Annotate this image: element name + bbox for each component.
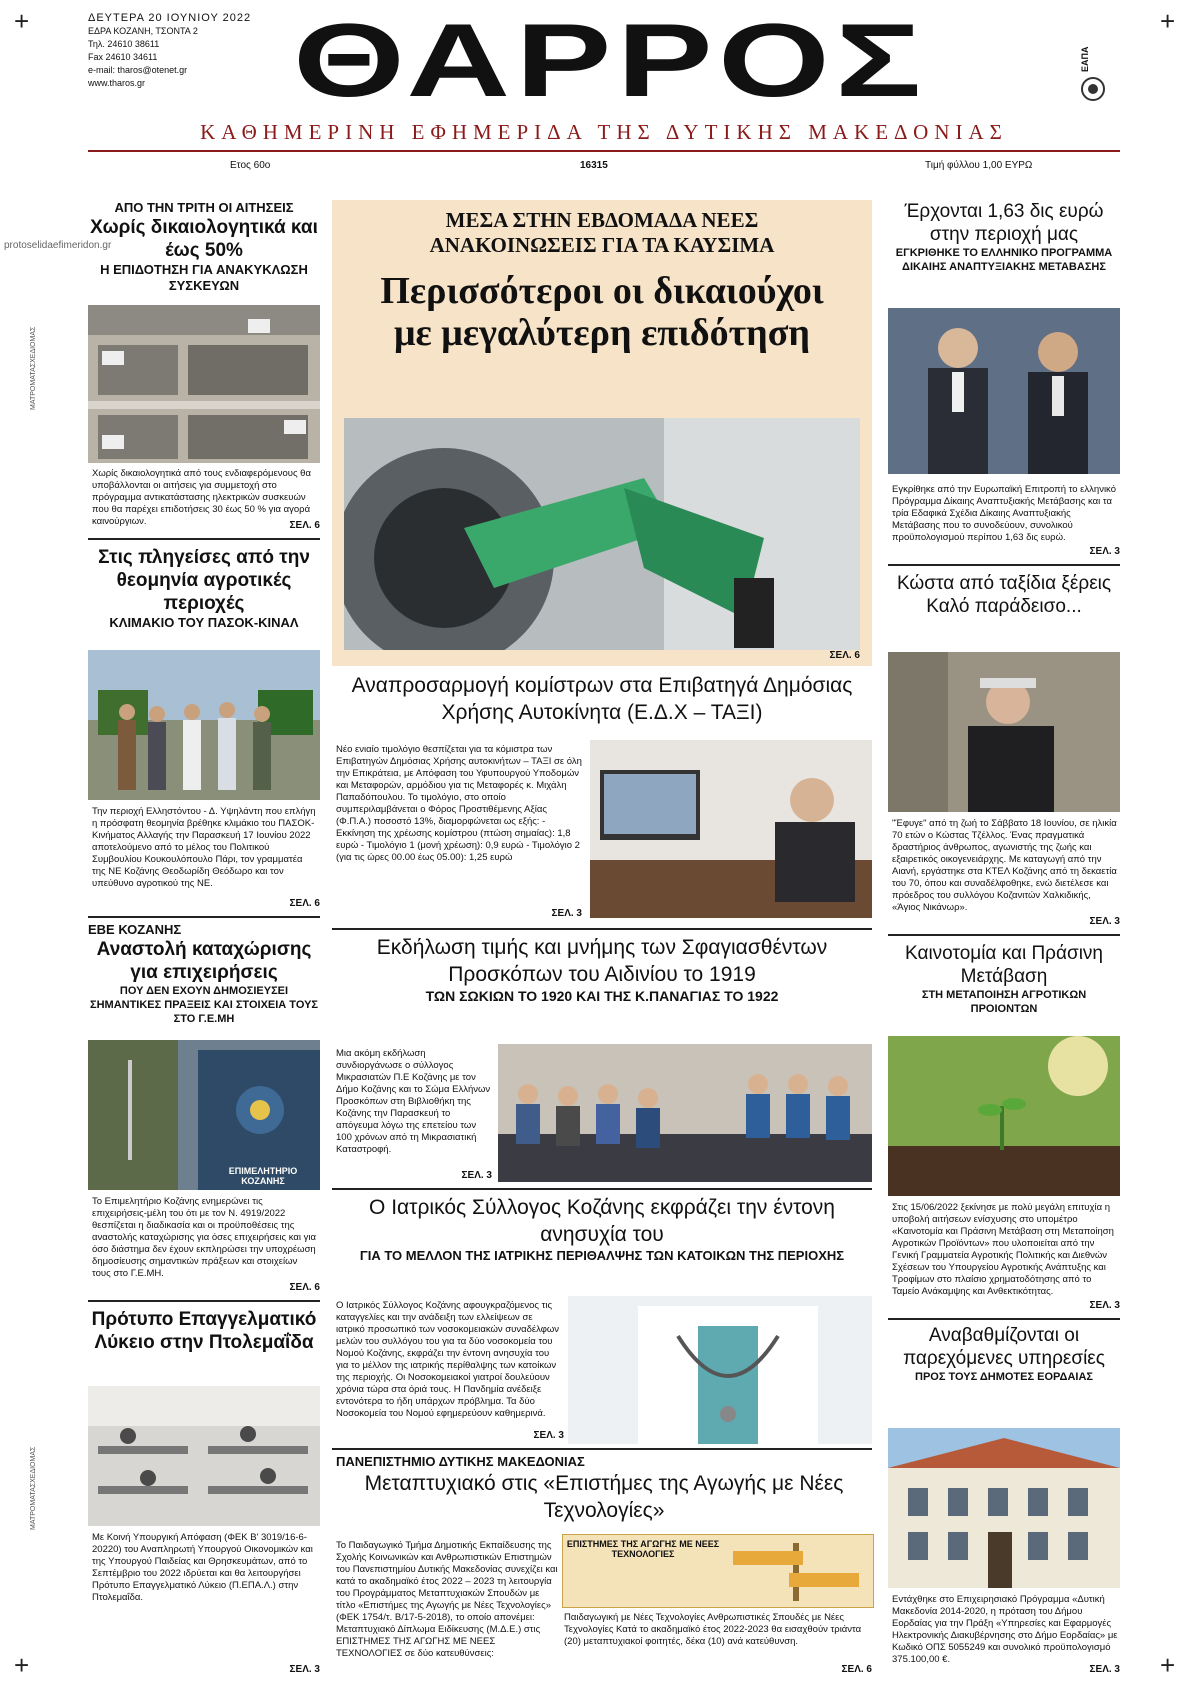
article-just-transition[interactable]	[888, 200, 1120, 274]
headline: Έρχονται 1,63 δις ευρώ στην περιοχή μας	[904, 201, 1104, 245]
watermark: protoselidaefimeridon.gr	[4, 240, 112, 251]
body-text: Το Επιμελητήριο Κοζάνης ενημερώνει τις επιχειρήσεις-μέλη του ότι με τον Ν. 4919/2022 θεσπίζεται η διαδικασία και οι προϋποθέσεις της αναστολής καταχώρισης για όσες επιχειρήσεις και για όσο διάστημα δεν έχουν εκπληρώσει την υποχρέωση δημοσίευσης σημαντικών πράξεων και στοιχείων τους στο Γ.Ε.ΜΗ.	[92, 1196, 317, 1279]
newspaper-logo: ΘΑΡΡΟΣ	[293, 3, 927, 119]
page-ref[interactable]: ΣΕΛ. 6	[289, 520, 320, 531]
page-ref[interactable]: ΣΕΛ. 6	[289, 1282, 320, 1293]
page-ref[interactable]: ΣΕΛ. 6	[829, 650, 860, 661]
subheadline: ΓΙΑ ΤΟ ΜΕΛΛΟΝ ΤΗΣ ΙΑΤΡΙΚΗΣ ΠΕΡΙΘΑΛΨΗΣ ΤΩΝ ΚΑΤΟΙΚΩΝ ΤΗΣ ΠΕΡΙΟΧΗΣ	[359, 1248, 845, 1263]
headline: Αναπροσαρμογή κομίστρων στα Επιβατηγά Δημόσιας Χρήσης Αυτοκίνητα (Ε.Δ.Χ – ΤΑΞΙ)	[351, 674, 853, 724]
lead-kicker: ΜΕΣΑ ΣΤΗΝ ΕΒΔΟΜΑΔΑ ΝΕΕΣ ΑΝΑΚΟΙΝΩΣΕΙΣ ΓΙΑ ΤΑ ΚΑΥΣΙΜΑ	[429, 208, 775, 257]
photo-field-visit	[88, 650, 320, 800]
article-vocational-school[interactable]	[88, 1308, 320, 1354]
lead-story[interactable]	[332, 200, 872, 666]
page-ref[interactable]: ΣΕΛ. 3	[1089, 1300, 1120, 1311]
photo-town-hall	[888, 1428, 1120, 1588]
body-text: Χωρίς δικαιολογητικά από τους ενδιαφερόμενους θα υποβάλλονται οι αιτήσεις για συμμετοχή στο πρόγραμμα αντικατάστασης ηλεκτρικών συσκευών που θα παρέχει επιδοτήσεις 30 έως 50 % για αγορά καινούργιων.	[92, 468, 311, 527]
page-ref[interactable]: ΣΕΛ. 6	[841, 1664, 872, 1675]
divider	[88, 916, 320, 918]
headline: Χωρίς δικαιολογητικά και έως 50%	[90, 217, 318, 261]
divider	[888, 1318, 1120, 1320]
body-text: Στις 15/06/2022 ξεκίνησε με πολύ μεγάλη επιτυχία η υποβολή αιτήσεων ενίσχυσης στο υπομέτρο «Καινοτομία και Πράσινη Μετάβαση στη Μεταποίηση Αγροτικών Προϊόντων» που υλοποιείται από την Γενική Γραμματεία Αγροτικής Πολιτικής και Διεθνών Σχέσεων του Υπουργείου Αγροτικής Ανάπτυξης και Τροφίμων στο πλαίσιο χρηματοδότησης από το Ταμείο Ανάκαμψης και Ανθεκτικότητας.	[892, 1202, 1114, 1297]
page-ref[interactable]: ΣΕΛ. 3	[1089, 916, 1120, 927]
photo-minister-videocall	[590, 740, 872, 918]
tagline: ΚΑΘΗΜΕΡΙΝΗ ΕΦΗΜΕΡΙΔΑ ΤΗΣ ΔΥΤΙΚΗΣ ΜΑΚΕΔΟΝΙΑΣ	[200, 120, 1008, 144]
side-tag: ΜΑΤΡΟΜΑΤΑΣΧΕΔΙΟΜΑΣ	[30, 1446, 37, 1530]
article-postgraduate[interactable]	[336, 1454, 872, 1524]
lead-headline: Περισσότεροι οι δικαιούχοι με μεγαλύτερη επιδότηση	[380, 270, 824, 354]
member-badge	[1080, 30, 1120, 120]
article-chamber[interactable]	[88, 922, 320, 1026]
address: ΕΔΡΑ ΚΟΖΑΝΗ, ΤΣΟΝΤΑ 2	[88, 26, 198, 36]
year: Ετος 60ο	[230, 160, 271, 171]
photo-seedling	[888, 1036, 1120, 1196]
divider	[888, 564, 1120, 566]
page-ref[interactable]: ΣΕΛ. 3	[1089, 1664, 1120, 1675]
phone: Τηλ. 24610 38611	[88, 39, 160, 49]
photo-apartment-ac-units	[88, 305, 320, 463]
divider	[88, 538, 320, 540]
kicker: ΕΒΕ ΚΟΖΑΝΗΣ	[88, 922, 182, 937]
issue-date: ΔΕΥΤΕΡΑ 20 ΙΟΥΝΙΟΥ 2022	[88, 12, 252, 24]
page-ref[interactable]: ΣΕΛ. 3	[551, 908, 582, 919]
page-ref[interactable]: ΣΕΛ. 3	[289, 1664, 320, 1675]
crop-mark-bottom-right: +	[1160, 1650, 1176, 1680]
headline: Αναστολή καταχώρισης για επιχειρήσεις	[96, 939, 312, 983]
body-text: Εγκρίθηκε από την Ευρωπαϊκή Επιτροπή το ελληνικό Πρόγραμμα Δίκαιης Αναπτυξιακής Μετάβασης και τα τρία Εδαφικά Σχέδια Δίκαιης Αναπτυξιακής Μετάβασης που το συνοδεύουν, συνολικού προϋπολογισμού περίπου 1,63 δις ευρώ.	[892, 484, 1116, 543]
body-text: Την περιοχή Ελληστόντου - Δ. Υψηλάντη που επλήγη η πρόσφατη θεομηνία βρέθηκε κλιμάκιο του ΠΑΣΟΚ-Κινήματος Αλλαγής την Παρασκευή 17 Ιουνίου 2022 αποτελούμενο από το μέλος του Πολιτικού Συμβουλίου Κουκουλόπουλο Πάρι, τον γραμματέα της ΝΕ Κοζάνης Θεοδωρίδη Θεόδωρο και τον υπεύθυνο αγροτικού της ΝΕ.	[92, 806, 316, 889]
article-obituary[interactable]	[888, 572, 1120, 618]
divider	[88, 1300, 320, 1302]
page-ref[interactable]: ΣΕΛ. 3	[1089, 546, 1120, 557]
page-ref[interactable]: ΣΕΛ. 3	[461, 1170, 492, 1181]
badge-seal-icon	[1080, 76, 1106, 102]
masthead-rule	[88, 150, 1120, 152]
subheadline: ΣΤΗ ΜΕΤΑΠΟΙΗΣΗ ΑΓΡΟΤΙΚΩΝ ΠΡΟΙΟΝΤΩΝ	[921, 989, 1087, 1015]
photo-sign-text: ΕΠΙΜΕΛΗΤΗΡΙΟ ΚΟΖΑΝΗΣ	[228, 1166, 298, 1186]
crop-mark-top-left: +	[14, 6, 30, 36]
body-text: Νέο ενιαίο τιμολόγιο θεσπίζεται για τα κόμιστρα των Επιβατηγών Δημόσιας Χρήσης αυτοκινήτων – ΤΑΞΙ σε όλη την Επικράτεια, με Απόφαση του Υφυπουργού Υποδομών και Μεταφορών, αρμόδιου για τις Μεταφορές κ. Μιχάλη Παπαδόπουλου. Το τιμολόγιο, στο οποίο συμπεριλαμβάνεται ο Φόρος Προστιθέμενης Αξίας (Φ.Π.Α.) ποσοστό 13%, διαμορφώνεται ως εξής: - Εκκίνηση της χρέωσης κομίστρου (πτώση σημαίας): 1,8 ευρώ - Τιμολόγιο 1 (μονή χρέωση): 0,9 ευρώ - Τιμολόγιο 2 (για τις ώρες 00.00 έως 05.00): 1,25 ευρώ	[336, 744, 582, 863]
headline: Μεταπτυχιακό στις «Επιστήμες της Αγωγής με Νέες Τεχνολογίες»	[364, 1472, 844, 1522]
subheadline: Η ΕΠΙΔΟΤΗΣΗ ΓΙΑ ΑΝΑΚΥΚΛΩΣΗ ΣΥΣΚΕΥΩΝ	[100, 262, 308, 293]
body-text-right: Παιδαγωγική με Νέες Τεχνολογίες Ανθρωπιστικές Σπουδές με Νέες Τεχνολογίες Κατά το ακαδημαϊκό έτος 2022-2023 θα εισαχθούν τριάντα (20) μεταπτυχιακοί φοιτητές, δέκα (10) ανά κατεύθυνση.	[564, 1612, 862, 1647]
fax: Fax 24610 34611	[88, 52, 158, 62]
subheadline: ΕΓΚΡΙΘΗΚΕ ΤΟ ΕΛΛΗΝΙΚΟ ΠΡΟΓΡΑΜΜΑ ΔΙΚΑΙΗΣ ΑΝΑΠΤΥΞΙΑΚΗΣ ΜΕΤΑΒΑΣΗΣ	[895, 247, 1113, 273]
body-text-left: Το Παιδαγωγικό Τμήμα Δημοτικής Εκπαίδευσης της Σχολής Κοινωνικών και Ανθρωπιστικών Επιστημών του Πανεπιστημίου Δυτικής Μακεδονίας συνεχίζει και κατά το ακαδημαϊκό έτος 2022 – 2023 τη λειτουργία του Προγράμματος Μεταπτυχιακών Σπουδών με τίτλο «Επιστήμες της Αγωγής με Νέες Τεχνολογίες» (ΦΕΚ 1754/τ. Β/17-5-2018), το οποίο απονέμει: Μεταπτυχιακό Δίπλωμα Ειδίκευσης (Μ.Δ.Ε.) στις ΕΠΙΣΤΗΜΕΣ ΤΗΣ ΑΓΩΓΗΣ ΜΕ ΝΕΕΣ ΤΕΧΝΟΛΟΓΙΕΣ σε δύο κατευθύνσεις:	[336, 1540, 558, 1659]
article-recycling[interactable]	[88, 200, 320, 294]
divider	[332, 928, 872, 930]
photo-doctor-stethoscope	[568, 1296, 872, 1444]
headline: Καινοτομία και Πράσινη Μετάβαση	[905, 943, 1103, 987]
issue-number: 16315	[580, 160, 608, 171]
divider	[332, 1448, 872, 1450]
photo-chamber-building	[88, 1040, 320, 1190]
subheadline: ΠΟΥ ΔΕΝ ΕΧΟΥΝ ΔΗΜΟΣΙΕΥΣΕΙ ΣΗΜΑΝΤΙΚΕΣ ΠΡΑΞΕΙΣ ΚΑΙ ΣΤΟΙΧΕΙΑ ΤΟΥΣ ΣΤΟ Γ.Ε.ΜΗ	[89, 985, 319, 1025]
photo-fuel-nozzle	[344, 418, 860, 650]
banner-text: ΕΠΙΣΤΗΜΕΣ ΤΗΣ ΑΓΩΓΗΣ ΜΕ ΝΕΕΣ ΤΕΧΝΟΛΟΓΙΕΣ	[566, 1539, 720, 1559]
photo-two-politicians	[888, 308, 1120, 474]
article-innovation[interactable]	[888, 942, 1120, 1016]
page-ref[interactable]: ΣΕΛ. 3	[533, 1430, 564, 1441]
headline: Πρότυπο Επαγγελματικό Λύκειο στην Πτολεμαΐδα	[91, 1309, 317, 1353]
kicker: ΠΑΝΕΠΙΣΤΗΜΙΟ ΔΥΤΙΚΗΣ ΜΑΚΕΔΟΝΙΑΣ	[336, 1454, 585, 1469]
article-eordaia[interactable]	[888, 1324, 1120, 1384]
signpost-icon	[733, 1543, 863, 1601]
body-text: Εντάχθηκε στο Επιχειρησιακό Πρόγραμμα «Δυτική Μακεδονία 2014-2020, η πρόταση του Δήμου Εορδαίας για την Πράξη «Υπηρεσίες και Εφαρμογές Ηλεκτρονικής Διακυβέρνησης στο Δήμο Εορδαίας» με Κωδικό ΟΠΣ 5055249 και συνολικό προϋπολογισμό 375.100,00 €.	[892, 1594, 1118, 1665]
page-ref[interactable]: ΣΕΛ. 6	[289, 898, 320, 909]
price: Τιμή φύλλου 1,00 ΕΥΡΩ	[925, 160, 1033, 171]
article-taxi-fares[interactable]	[332, 672, 872, 726]
article-medical-association[interactable]	[332, 1194, 872, 1264]
body-text: Ο Ιατρικός Σύλλογος Κοζάνης αφουγκραζόμενος τις καταγγελίες και την ανάδειξη των ελλείψεων σε ιατρικό προσωπικό των νοσοκομειακών συναδέλφων μελών του συλλόγου του για τα δύο νοσοκομεία του Νομού Κοζάνης, εκφράζει την έντονη ανησυχία του για το μέλλον της ιατρικής περίθαλψης των κατοίκων της περιοχής. Οι Νοσοκομειακοί γιατροί δουλεύουν χρόνια τώρα στα όριά τους. Η Πανδημία ανέδειξε εντονότερα το ήδη υπάρχων πρόβλημα. Τα δύο Νοσοκομεία του Νομού εφημερεύουν καθημερινά.	[336, 1300, 560, 1419]
divider	[888, 934, 1120, 936]
email: e-mail: tharos@otenet.gr	[88, 65, 188, 75]
headline: Κώστα από ταξίδια ξέρεις Καλό παράδεισο...	[896, 573, 1112, 617]
subheadline: ΠΡΟΣ ΤΟΥΣ ΔΗΜΟΤΕΣ ΕΟΡΔΑΙΑΣ	[915, 1371, 1093, 1383]
crop-mark-bottom-left: +	[14, 1650, 30, 1680]
divider	[332, 1188, 872, 1190]
headline: Ο Ιατρικός Σύλλογος Κοζάνης εκφράζει την έντονη ανησυχία του	[369, 1196, 835, 1246]
crop-mark-top-right: +	[1160, 6, 1176, 36]
photo-classroom	[88, 1386, 320, 1526]
body-text: "Έφυγε" από τη ζωή το Σάββατο 18 Ιουνίου, σε ηλικία 70 ετών ο Κώστας Τζέλλος. Ένας πραγματικά δραστήριος άνθρωπος, αγωνιστής της ζωής και εξαιρετικός οικογενειάρχης. Με καταγωγή από την Αιανή, εργάστηκε στα ΚΤΕΛ Κοζάνης από τη δεκαετία του 70, όπου και συναδέλφοθηκε, ενώ διετέλεσε και πρόεδρος του συλλόγου Κοζανιτών Χαλκιδικής, «Άγιος Νικάνωρ».	[892, 818, 1117, 913]
photo-scouts-event	[498, 1044, 872, 1182]
article-scouts-memorial[interactable]	[332, 934, 872, 1004]
article-pasok[interactable]	[88, 546, 320, 631]
subheadline: ΤΩΝ ΣΩΚΙΩΝ ΤΟ 1920 ΚΑΙ ΤΗΣ Κ.ΠΑΝΑΓΙΑΣ ΤΟ 1922	[425, 988, 779, 1004]
website: www.tharos.gr	[88, 78, 146, 88]
headline: Στις πληγείσες από την θεομηνία αγροτικές περιοχές	[98, 547, 310, 614]
photo-kostas-tzellos	[888, 652, 1120, 812]
headline: Εκδήλωση τιμής και μνήμης των Σφαγιασθέντων Προσκόπων του Αιδινίου το 1919	[376, 936, 828, 986]
badge-label: ΕΑΠΑ	[1080, 46, 1090, 72]
program-banner	[562, 1534, 874, 1608]
headline: Αναβαθμίζονται οι παρεχόμενες υπηρεσίες	[903, 1325, 1105, 1369]
body-text: Με Κοινή Υπουργική Απόφαση (ΦΕΚ Β' 3019/16-6-20220) του Αναπληρωτή Υπουργού Οικονομικών και της Υπουργού Παιδείας και Θρησκευμάτων, από το Σεπτέμβριο του 2022 ιδρύεται και θα λειτουργήσει Πρότυπο Επαγγελματικό Λύκειο (Π.ΕΠΑ.Λ.) στην Πτολεμαΐδα.	[92, 1532, 313, 1603]
subheadline: ΚΛΙΜΑΚΙΟ ΤΟΥ ΠΑΣΟΚ-ΚΙΝΑΛ	[109, 615, 299, 630]
body-text: Μια ακόμη εκδήλωση συνδιοργάνωσε ο σύλλογος Μικρασιατών Π.Ε Κοζάνης με τον Δήμο Κοζάνης και το Σώμα Ελλήνων Προσκόπων στη Βιβλιοθήκη της Κοζάνης την Παρασκευή το απόγευμα λόγω της επετείου των 100 χρόνων από τη Μικρασιατική Καταστροφή.	[336, 1048, 491, 1155]
side-tag: ΜΑΤΡΟΜΑΤΑΣΧΕΔΙΟΜΑΣ	[30, 326, 37, 410]
kicker: ΑΠΟ ΤΗΝ ΤΡΙΤΗ ΟΙ ΑΙΤΗΣΕΙΣ	[114, 200, 294, 215]
